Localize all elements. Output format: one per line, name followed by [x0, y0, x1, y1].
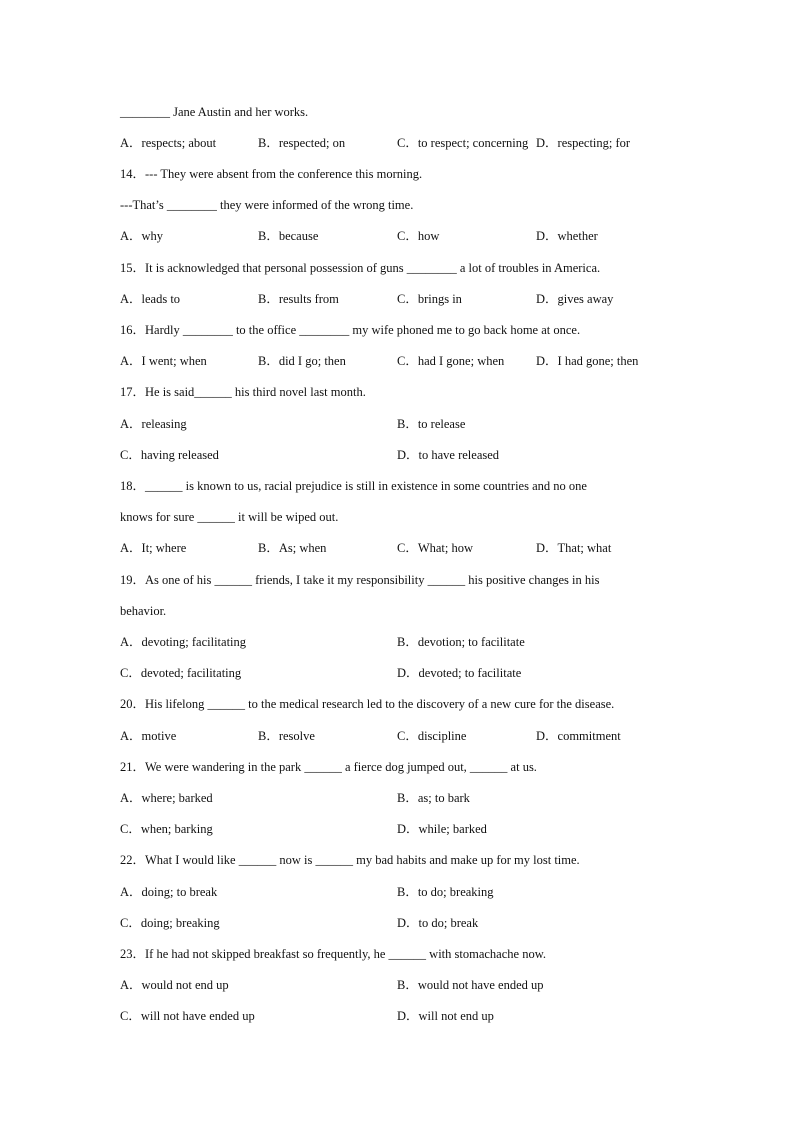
option-c: C．will not have ended up — [120, 1009, 255, 1023]
option-d: D．to have released — [397, 448, 500, 462]
option-a: A．where; barked — [120, 791, 213, 805]
option-a: A．motive — [120, 729, 177, 743]
option-c: C．devoted; facilitating — [120, 666, 242, 680]
option-c: C．when; barking — [120, 822, 213, 836]
option-b: B．would not have ended up — [397, 978, 544, 992]
option-d: D．That; what — [536, 541, 612, 555]
question-18-stem-continued: knows for sure ______ it will be wiped out. — [120, 510, 339, 524]
option-b: B．to release — [397, 417, 466, 431]
option-c: C．discipline — [397, 729, 467, 743]
question-16-stem: 16．Hardly ________ to the office ________ my wife phoned me to go back home at once. — [120, 323, 581, 337]
option-d: D．gives away — [536, 292, 614, 306]
question-19-stem-continued: behavior. — [120, 604, 167, 618]
option-c: C．doing; breaking — [120, 916, 220, 930]
option-c: C．how — [397, 229, 440, 243]
question-21-stem: 21．We were wandering in the park ______ a fierce dog jumped out, ______ at us. — [120, 760, 537, 774]
option-b: B．respected; on — [258, 136, 346, 150]
option-b: B．As; when — [258, 541, 327, 555]
option-d: D．will not end up — [397, 1009, 494, 1023]
question-20-stem: 20．His lifelong ______ to the medical research led to the discovery of a new cure for the disease. — [120, 697, 615, 711]
option-a: A．releasing — [120, 417, 187, 431]
option-a: A．It; where — [120, 541, 187, 555]
option-a: A．leads to — [120, 292, 181, 306]
option-b: B．because — [258, 229, 319, 243]
question-14-reply: ---That’s ________ they were informed of the wrong time. — [120, 198, 414, 212]
option-d: D．to do; break — [397, 916, 479, 930]
option-d: D．while; barked — [397, 822, 487, 836]
option-a: A．would not end up — [120, 978, 229, 992]
option-d: D．I had gone; then — [536, 354, 639, 368]
option-b: B．resolve — [258, 729, 315, 743]
option-a: A．doing; to break — [120, 885, 218, 899]
option-a: A．why — [120, 229, 164, 243]
option-c: C．had I gone; when — [397, 354, 505, 368]
option-d: D．devoted; to facilitate — [397, 666, 522, 680]
option-c: C．having released — [120, 448, 219, 462]
option-b: B．to do; breaking — [397, 885, 494, 899]
option-d: D．respecting; for — [536, 136, 631, 150]
question-13-stem: ________ Jane Austin and her works. — [120, 105, 309, 119]
option-b: B．results from — [258, 292, 339, 306]
option-a: A．devoting; facilitating — [120, 635, 247, 649]
question-23-stem: 23．If he had not skipped breakfast so frequently, he ______ with stomachache now. — [120, 947, 547, 961]
question-22-stem: 22．What I would like ______ now is ______ my bad habits and make up for my lost time. — [120, 853, 580, 867]
option-c: C．brings in — [397, 292, 462, 306]
option-b: B．as; to bark — [397, 791, 470, 805]
option-c: C．What; how — [397, 541, 474, 555]
option-d: D．commitment — [536, 729, 621, 743]
question-19-stem: 19．As one of his ______ friends, I take it my responsibility ______ his positive changes in his — [120, 573, 600, 587]
question-17-stem: 17．He is said______ his third novel last month. — [120, 385, 366, 399]
option-a: A．I went; when — [120, 354, 207, 368]
question-15-stem: 15．It is acknowledged that personal possession of guns ________ a lot of troubles in America. — [120, 261, 601, 275]
option-a: A．respects; about — [120, 136, 217, 150]
question-18-stem: 18．______ is known to us, racial prejudice is still in existence in some countries and no one — [120, 479, 587, 493]
option-b: B．did I go; then — [258, 354, 346, 368]
option-b: B．devotion; to facilitate — [397, 635, 525, 649]
option-c: C．to respect; concerning — [397, 136, 529, 150]
question-14-stem: 14．--- They were absent from the conference this morning. — [120, 167, 423, 181]
option-d: D．whether — [536, 229, 598, 243]
